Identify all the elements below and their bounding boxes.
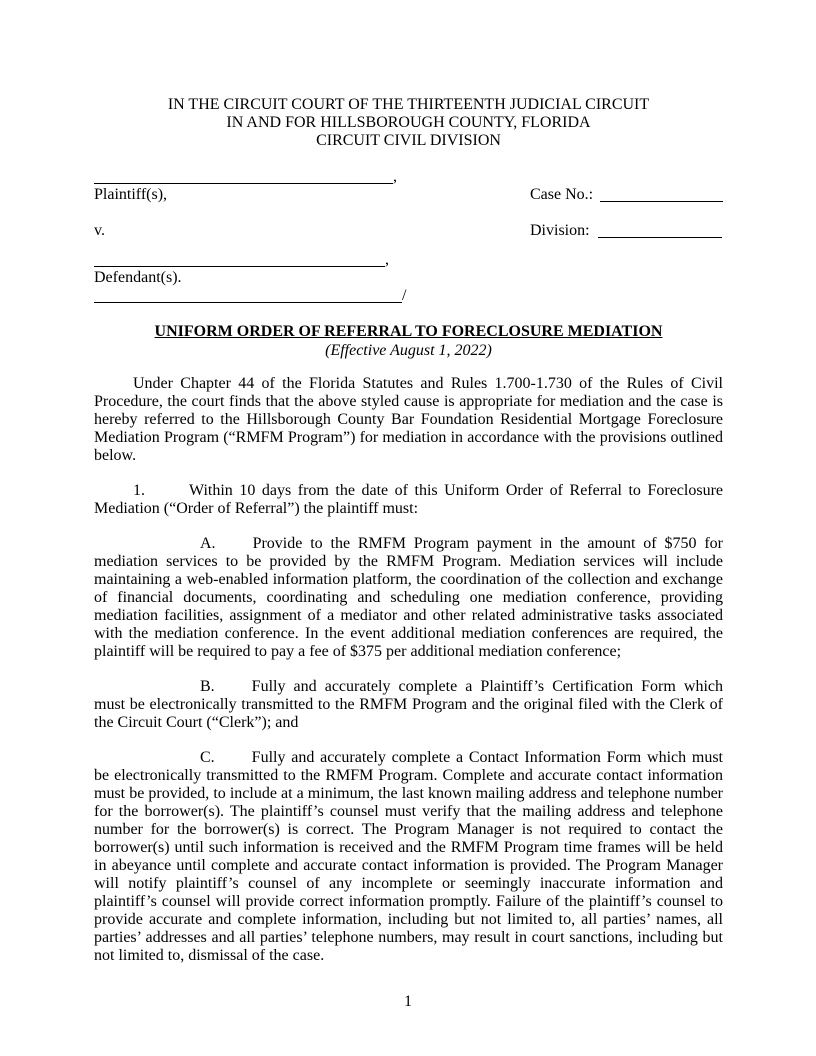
- closing-line-blank: [94, 288, 402, 303]
- defendant-name-blank: [94, 252, 385, 267]
- paragraph-1-text: Within 10 days from the date of this Uniform Order of Referral to Foreclosure Mediation (“Order of Referral”) the plaintiff must:: [94, 482, 723, 517]
- paragraph-1A: [94, 535, 723, 661]
- defendant-label-row: [94, 269, 723, 287]
- paragraph-1C-text: Fully and accurately complete a Contact Information Form which must be electronically transmitted to the RMFM Program. Complete and accurate contact information must be provided, to include at a minimum, the last known mailing address and telephone number for the borrower(s). The plaintiff’s counsel must verify that the mailing address and telephone number for the borrower(s) is correct. The Program Manager is not required to contact the borrower(s) until such information is received and the RMFM Program time frames will be held in abeyance until complete and accurate contact information is provided. The Program Manager will notify plaintiff’s counsel of any incomplete or seemingly inaccurate information and plaintiff’s counsel will provide correct information promptly. Failure of the plaintiff’s counsel to provide accurate and complete information, including but not limited to, all parties’ names, all parties’ addresses and all parties’ telephone numbers, may result in court sanctions, including but not limited to, dismissal of the case.: [94, 749, 723, 964]
- court-header-line-3: CIRCUIT CIVIL DIVISION: [316, 132, 501, 149]
- plaintiff-case-row: [94, 186, 723, 204]
- court-header: [94, 96, 723, 150]
- document-title: UNIFORM ORDER OF REFERRAL TO FORECLOSURE MEDIATION: [154, 323, 663, 340]
- paragraph-1C: [94, 749, 723, 965]
- intro-paragraph: Under Chapter 44 of the Florida Statutes and Rules 1.700-1.730 of the Rules of Civil Procedure, the court finds that the above styled cause is appropriate for mediation and the case is hereby referred to the Hillsborough County Bar Foundation Residential Mortgage Foreclosure Mediation Program (“RMFM Program”) for mediation in accordance with the provisions outlined below.: [94, 375, 723, 464]
- case-number-field: [530, 186, 723, 204]
- paragraph-1-number: 1.: [133, 482, 145, 499]
- paragraph-1B-text: Fully and accurately complete a Plaintiff’s Certification Form which must be electronically transmitted to the RMFM Program and the original filed with the Clerk of the Circuit Court (“Clerk”); and: [94, 678, 723, 731]
- plaintiff-label: Plaintiff(s),: [94, 186, 168, 203]
- effective-date: (Effective August 1, 2022): [325, 342, 492, 359]
- court-header-line-1: IN THE CIRCUIT COURT OF THE THIRTEENTH JUDICIAL CIRCUIT: [167, 96, 650, 113]
- plaintiff-line-comma: ,: [393, 168, 397, 185]
- defendant-line-comma: ,: [385, 251, 389, 268]
- division-label: Division:: [530, 222, 590, 239]
- paragraph-1A-text: Provide to the RMFM Program payment in the amount of $750 for mediation services to be provided by the RMFM Program. Mediation services will include maintaining a web-enabled information platform, the coordination of the collection and exchange of financial documents, coordinating and scheduling one mediation conference, providing mediation facilities, assignment of a mediator and other related administrative tasks associated with the mediation conference. In the event additional mediation conferences are required, the plaintiff will be required to pay a fee of $375 per additional mediation conference;: [94, 535, 723, 660]
- paragraph-1B: [94, 678, 723, 732]
- case-number-blank: [600, 187, 723, 202]
- court-header-line-2: IN AND FOR HILLSBOROUGH COUNTY, FLORIDA: [226, 114, 591, 131]
- paragraph-1C-letter: C.: [200, 749, 215, 766]
- caption-closing-line: [94, 287, 723, 305]
- page-number: 1: [404, 993, 412, 1010]
- defendant-name-line: [94, 251, 723, 269]
- closing-line-slash: /: [402, 287, 407, 304]
- paragraph-1: [94, 482, 723, 518]
- plaintiff-name-line: [94, 168, 723, 186]
- plaintiff-name-blank: [94, 169, 393, 184]
- defendant-label: Defendant(s).: [94, 269, 182, 286]
- paragraph-1B-letter: B.: [200, 678, 215, 695]
- versus-label: v.: [94, 222, 105, 239]
- versus-division-row: [94, 222, 723, 240]
- division-blank: [598, 223, 722, 238]
- division-field: [530, 222, 722, 240]
- case-caption: [94, 168, 723, 305]
- paragraph-1A-letter: A.: [200, 535, 216, 552]
- case-number-label: Case No.:: [530, 186, 594, 203]
